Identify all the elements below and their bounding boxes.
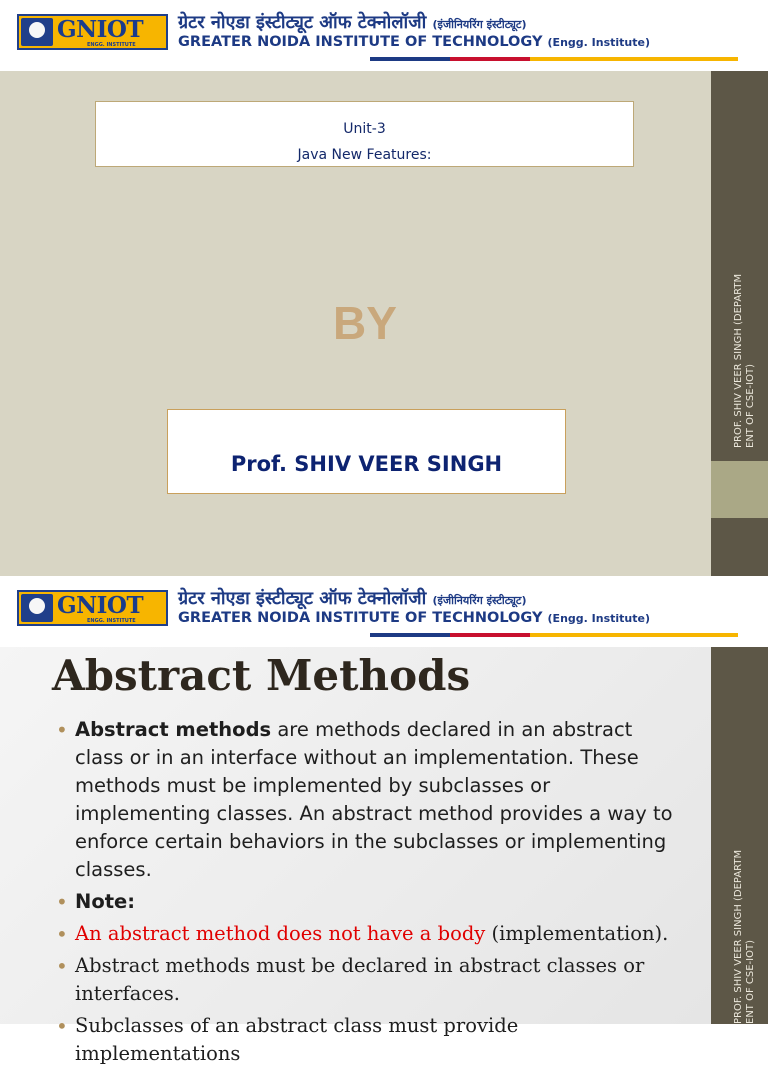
bullet-definition: • Abstract methods are methods declared in an abstract class or in an interface without an implementation. These methods must be implemented by subclasses or implementing classes. An abstract method provides a way to enforce certain behaviors in the subclasses or implementing classes. [56,716,678,884]
stripe-yellow [530,633,738,637]
sidebar-author-text: PROF. SHIV VEER SINGH (DEPARTM ENT OF CSE-IOT) [733,273,756,448]
gniot-logo [17,590,168,626]
bullet-list [56,716,678,1072]
institute-banner [0,576,768,647]
institute-banner [0,0,768,71]
sidebar-author-text: PROF. SHIV VEER SINGH (DEPARTM ENT OF CSE-IOT) [733,849,756,1024]
bullet-subclasses: • Subclasses of an abstract class must provide implementations [56,1012,678,1068]
slide-title: Abstract Methods [52,651,471,700]
professor-box [167,409,566,494]
unit-subtitle: Java New Features: [297,147,432,163]
stripe-yellow [530,57,738,61]
professor-name: Prof. SHIV VEER SINGH [230,452,503,476]
bullet-declared: • Abstract methods must be declared in abstract classes or interfaces. [56,952,678,1008]
bullet-no-body: • An abstract method does not have a body (implementation). [56,920,678,948]
logo-subtext: ENGG. INSTITUTE [87,42,136,48]
logo-text: GNIOT [57,16,144,43]
hindi-institute-name: ग्रेटर नोएडा इंस्टीट्यूट ऑफ टेक्नोलॉजी (इंजीनियरिंग इंस्टीट्यूट) [178,12,527,33]
gniot-logo [17,14,168,50]
logo-text: GNIOT [57,592,144,619]
bullet-note: • Note: [56,888,678,916]
hindi-institute-name: ग्रेटर नोएडा इंस्टीट्यूट ऑफ टेक्नोलॉजी (इंजीनियरिंग इंस्टीट्यूट) [178,588,527,609]
stripe-blue [370,57,450,61]
english-institute-name: GREATER NOIDA INSTITUTE OF TECHNOLOGY (Engg. Institute) [178,34,650,50]
stripe-red [450,633,530,637]
stripe-red [450,57,530,61]
sidebar-accent [711,461,768,518]
content-slide [0,576,768,1065]
unit-title-box [95,101,634,167]
stripe-blue [370,633,450,637]
emblem-icon [21,594,53,622]
english-institute-name: GREATER NOIDA INSTITUTE OF TECHNOLOGY (Engg. Institute) [178,610,650,626]
emblem-icon [21,18,53,46]
by-label: BY [333,297,397,349]
logo-subtext: ENGG. INSTITUTE [87,618,136,624]
sidebar-panel-bottom [711,518,768,576]
unit-label: Unit-3 [343,121,386,137]
